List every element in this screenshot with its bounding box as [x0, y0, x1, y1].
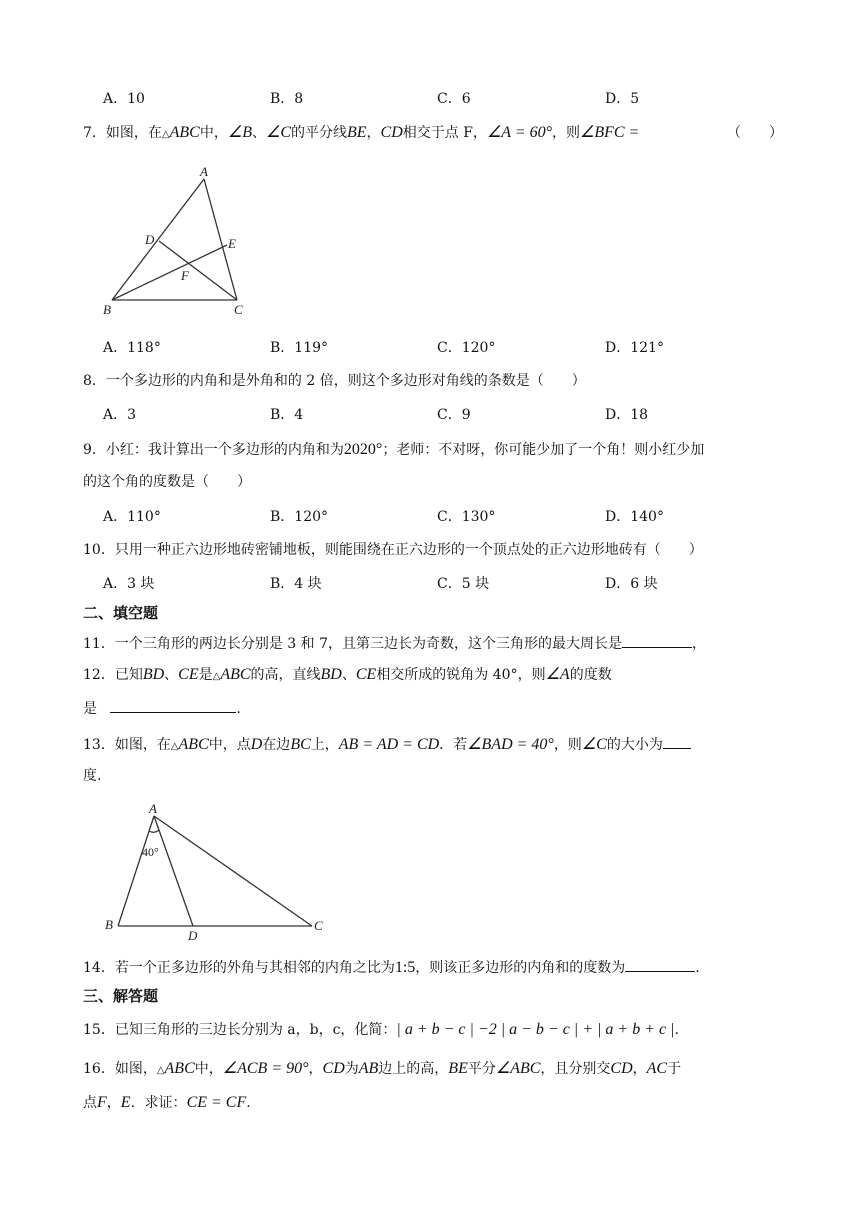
option-d: D．6 块: [605, 576, 658, 592]
option-d: D．5: [605, 91, 640, 107]
option-d: D．121°: [605, 340, 664, 356]
side-ab: [112, 179, 204, 300]
side-ac: [154, 816, 312, 926]
option-c: C．120°: [437, 340, 496, 356]
answer-blank[interactable]: [110, 698, 236, 713]
q12-stem-line2: 是 .: [83, 698, 241, 719]
q14-stem: 14．若一个正多边形的外角与其相邻的内角之比为1:5，则该正多边形的内角和的度数为 .: [83, 959, 700, 976]
option-a: A．3 块: [103, 576, 155, 592]
q7-figure: [98, 162, 258, 322]
option-a: A．110°: [103, 509, 161, 525]
q10-options: [103, 574, 843, 594]
answer-blank[interactable]: [663, 734, 691, 749]
segment-ad: [154, 816, 193, 926]
q13-stem-line1: 13．如图，在△ABC中，点D在边BC上，AB = AD = CD．若∠BAD = 40°，则∠C的大小为: [83, 734, 691, 757]
label-a: A: [149, 801, 157, 816]
label-angle: 40°: [142, 845, 159, 859]
q9-options: [103, 507, 843, 527]
label-d: D: [188, 928, 198, 942]
label-b: B: [105, 917, 113, 932]
label-c: C: [234, 302, 243, 317]
label-f: F: [181, 268, 189, 283]
section-fill-in-heading: 二、填空题: [83, 604, 159, 622]
q15-stem: 15．已知三角形的三边长分别为 a，b，c，化简：| a + b − c | −2 | a − b − c | + | a + b + c |.: [83, 1021, 679, 1038]
option-c: C．9: [437, 407, 471, 423]
q9-stem-line2: 的这个角的度数是（ ）: [83, 474, 251, 490]
option-b: B．4 块: [270, 576, 322, 592]
label-b: B: [103, 302, 111, 317]
section-solutions-heading: 三、解答题: [83, 987, 159, 1005]
label-a: A: [200, 164, 208, 179]
q13-stem-line2: 度.: [83, 768, 102, 784]
q13-figure: [98, 800, 338, 942]
label-c: C: [314, 918, 323, 933]
angle-arc: [149, 830, 159, 832]
q8-stem: 8．一个多边形的内角和是外角和的 2 倍，则这个多边形对角线的条数是（ ）: [83, 373, 586, 389]
option-b: B．120°: [270, 509, 329, 525]
q11-stem: 11．一个三角形的两边长分别是 3 和 7，且第三边长为奇数，这个三角形的最大周长是 ，: [83, 633, 706, 654]
q8-options: [103, 405, 843, 425]
q16-stem-line1: 16．如图，△ABC中，∠ACB = 90°，CD为AB边上的高，BE平分∠ABC，且分别交CD，AC于: [83, 1060, 682, 1077]
q9-stem-line1: 9．小红：我计算出一个多边形的内角和为2020°；老师：不对呀，你可能少加了一个角！则小红少加: [83, 441, 705, 458]
q10-stem: 10．只用一种正六边形地砖密铺地板，则能围绕在正六边形的一个顶点处的正六边形地砖有（ ）: [83, 542, 703, 558]
segment-be: [112, 245, 227, 300]
q6-options: [103, 89, 843, 109]
option-c: C．5 块: [437, 576, 490, 592]
q7-stem: 7．如图，在△ABC中，∠B、∠C的平分线BE，CD相交于点 F，∠A = 60°，则∠BFC =: [83, 124, 640, 141]
option-b: B．4: [270, 407, 304, 423]
label-d: D: [145, 232, 155, 247]
segment-cd: [159, 241, 237, 300]
option-a: A．3: [103, 407, 137, 423]
option-d: D．140°: [605, 509, 664, 525]
side-ab: [118, 816, 154, 926]
option-a: A．10: [103, 91, 145, 107]
answer-blank[interactable]: [625, 957, 695, 972]
option-b: B．119°: [270, 340, 329, 356]
option-d: D．18: [605, 407, 649, 423]
option-b: B．8: [270, 91, 304, 107]
option-a: A．118°: [103, 340, 161, 356]
q7-options: [103, 338, 843, 358]
option-c: C．130°: [437, 509, 496, 525]
answer-blank[interactable]: [622, 633, 692, 648]
q16-stem-line2: 点F，E．求证：CE = CF.: [83, 1094, 251, 1111]
option-c: C．6: [437, 91, 471, 107]
q12-stem-line1: 12．已知BD、CE是△ABC的高，直线BD、CE相交所成的锐角为 40°，则∠A的度数: [83, 666, 612, 683]
q7-answer-paren: （ ）: [727, 125, 783, 141]
label-e: E: [228, 236, 236, 251]
